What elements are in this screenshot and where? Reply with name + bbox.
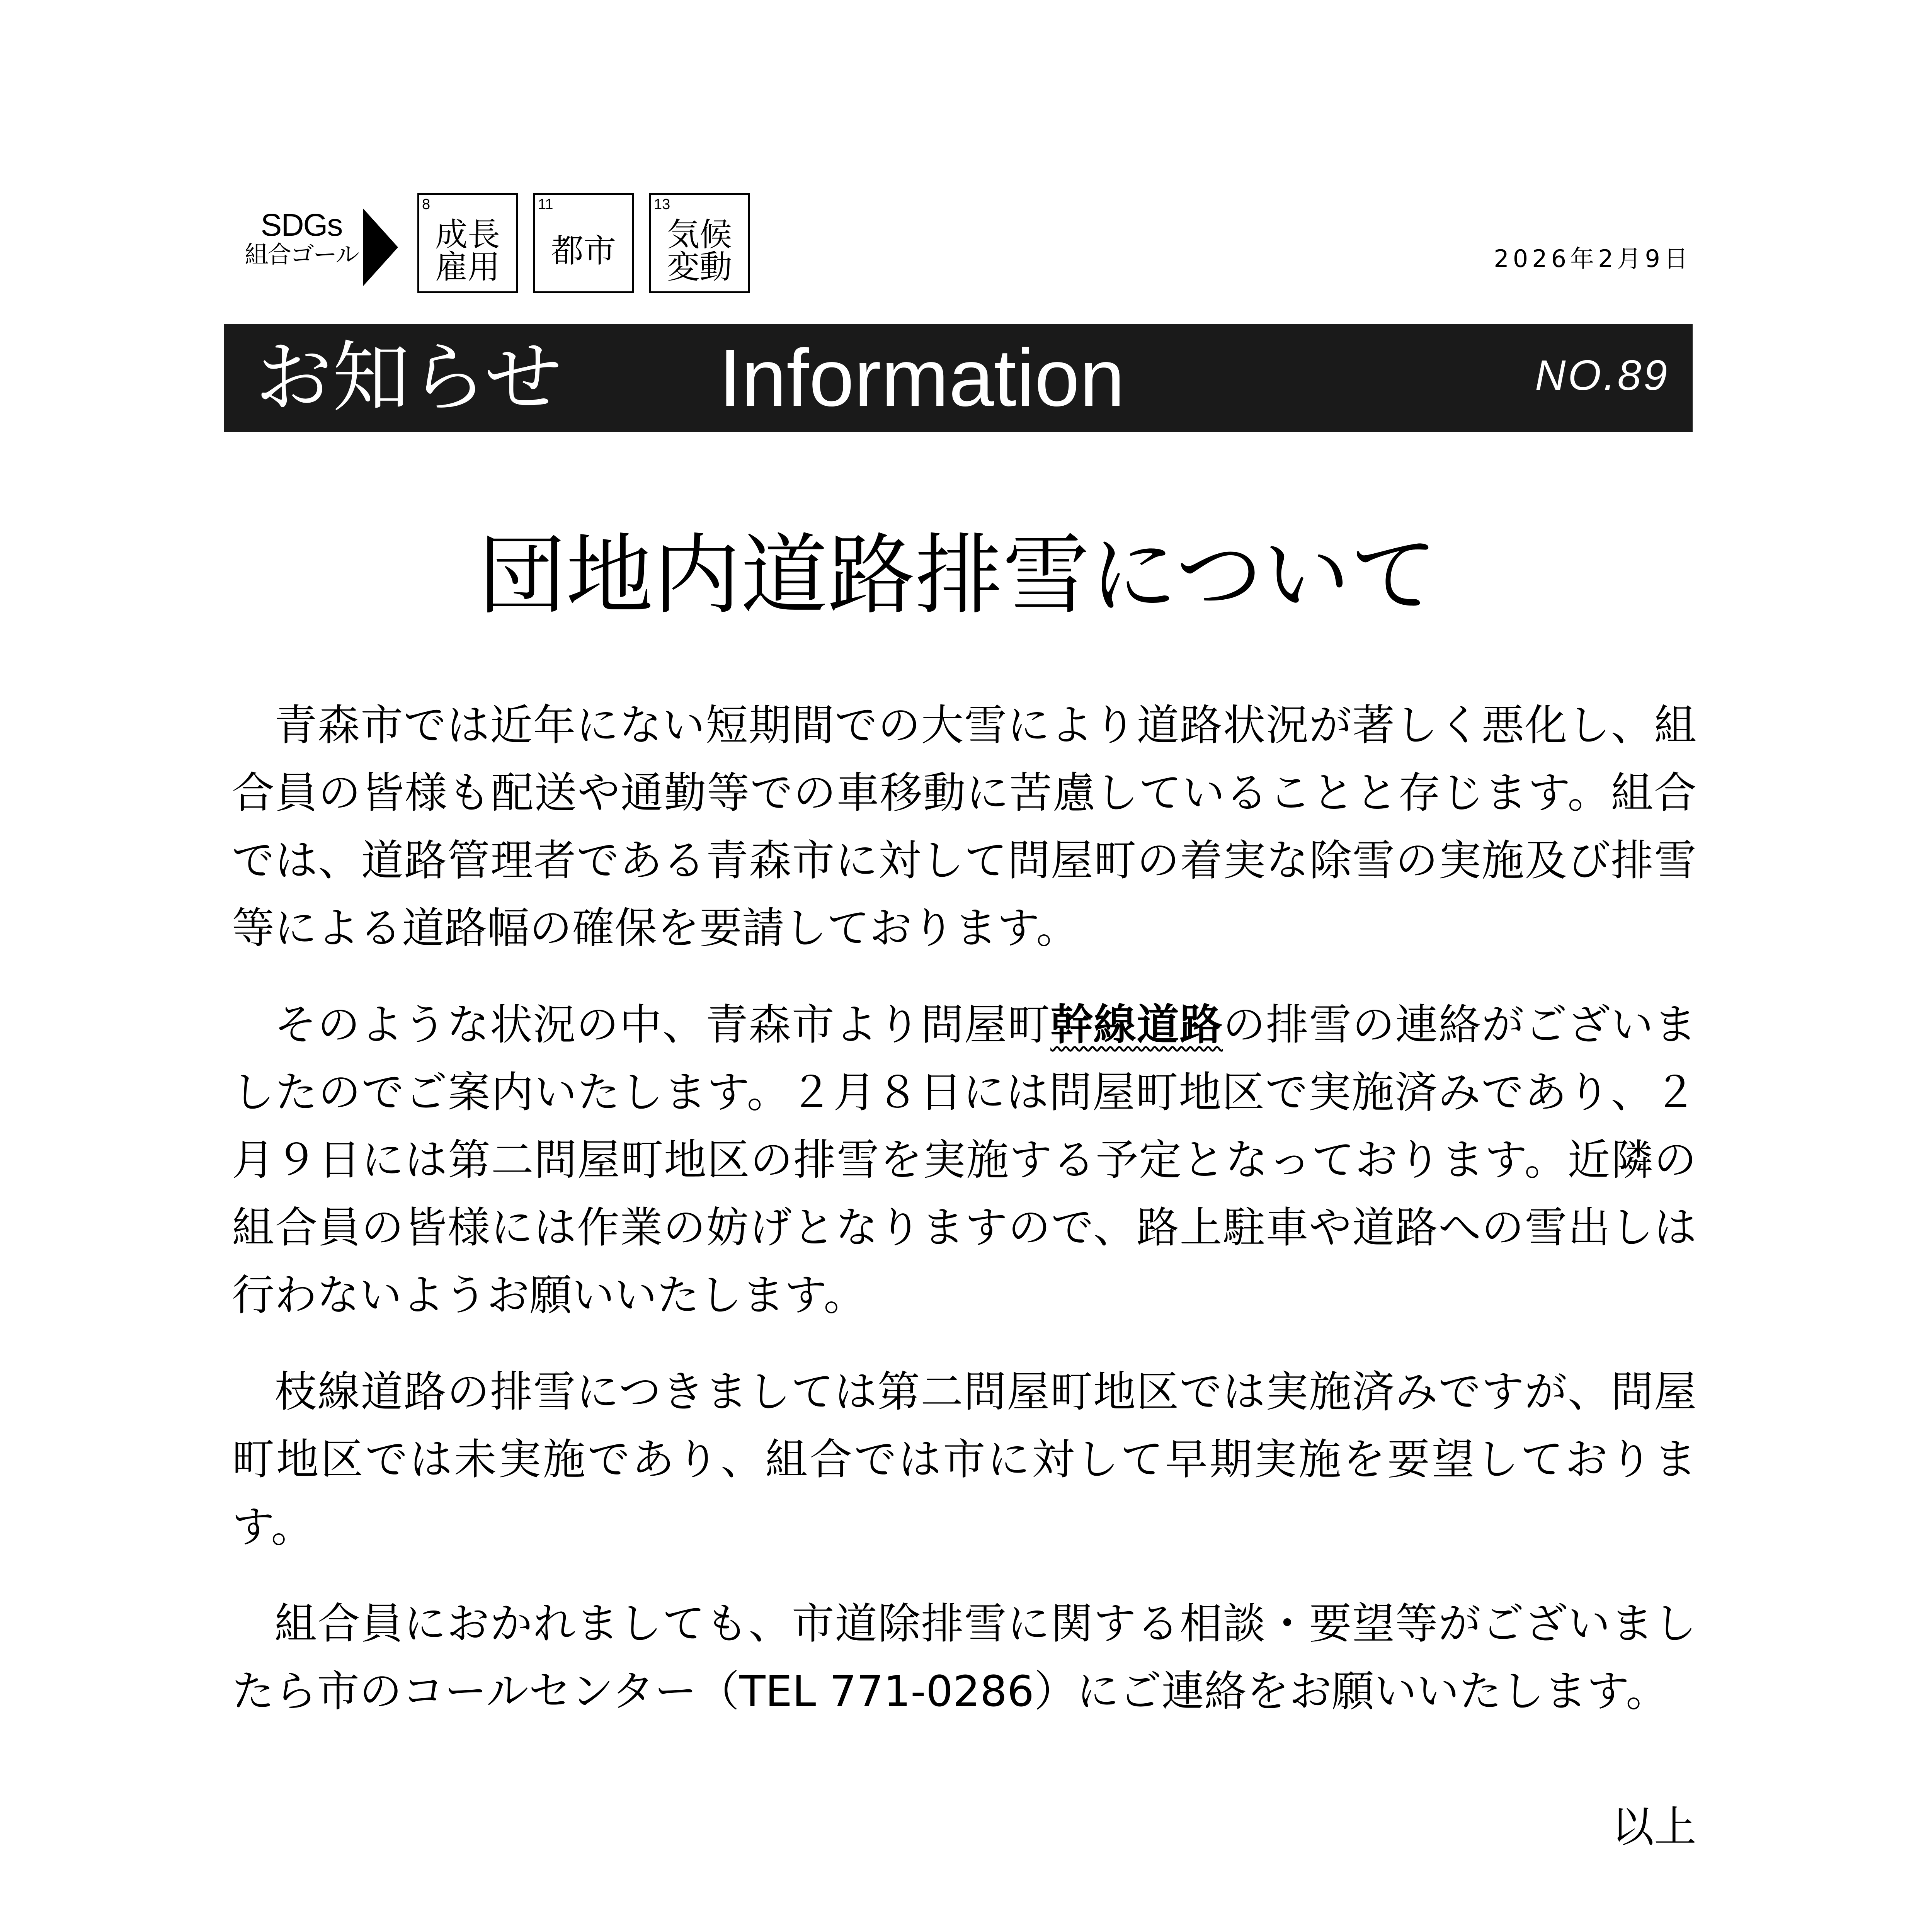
sdgs-label (240, 209, 363, 267)
paragraph-4: 組合員におかれましても、市道除排雪に関する相談・要望等がございましたら市のコールセンター（TEL 771-0286）にご連絡をお願いいたします。 (232, 1599, 1696, 1716)
sdgs-label-line2: 組合ゴール (245, 240, 358, 269)
goal-text: 気候 変動 (667, 216, 732, 286)
paragraph-2-after: の排雪の連絡がございましたのでご案内いたします。２月８日には問屋町地区で実施済みであり、２月９日には第二問屋町地区の排雪を実施する予定となっております。近隣の組合員の皆様には作業の妨げとなりますので、路上駐車や道路への雪出しは行わないようお願いいたします。 (232, 1000, 1696, 1320)
notice-body (232, 692, 1696, 1754)
goal-number: 8 (422, 196, 431, 213)
sdgs-goal-8 (417, 193, 518, 293)
sdgs-badge (240, 193, 781, 294)
banner-title-en: Information (719, 332, 1125, 423)
info-banner (224, 324, 1693, 432)
paragraph-1: 青森市では近年にない短期間での大雪により道路状況が著しく悪化し、組合員の皆様も配送や通勤等での車移動に苦慮していることと存じます。組合では、道路管理者である青森市に対して問屋町の着実な除雪の実施及び排雪等による道路幅の確保を要請しております。 (232, 701, 1696, 953)
goal-text: 都市 (551, 232, 616, 270)
banner-title-ja: お知らせ (255, 333, 562, 423)
arrow-right-icon (363, 209, 398, 286)
issue-number: NO.89 (1535, 352, 1669, 399)
page-title: 団地内道路排雪について (478, 525, 1438, 626)
paragraph-2-before: そのような状況の中、青森市より問屋町 (274, 1000, 1051, 1049)
sdgs-label-line1: SDGs (260, 207, 342, 243)
sdgs-goal-13 (649, 193, 750, 293)
goal-number: 11 (538, 196, 553, 213)
issue-date: 2026年2月9日 (1494, 245, 1692, 273)
paragraph-3: 枝線道路の排雪につきましては第二問屋町地区では実施済みですが、問屋町地区では未実施であり、組合では市に対して早期実施を要望しております。 (232, 1367, 1696, 1552)
goal-number: 13 (654, 196, 670, 213)
goal-text: 成長 雇用 (435, 216, 500, 286)
sdgs-goal-11 (533, 193, 634, 293)
closing-mark: 以上 (1611, 1802, 1696, 1852)
emphasis-trunk-road: 幹線道路 (1050, 1000, 1223, 1049)
paragraph-2 (232, 991, 1696, 1329)
